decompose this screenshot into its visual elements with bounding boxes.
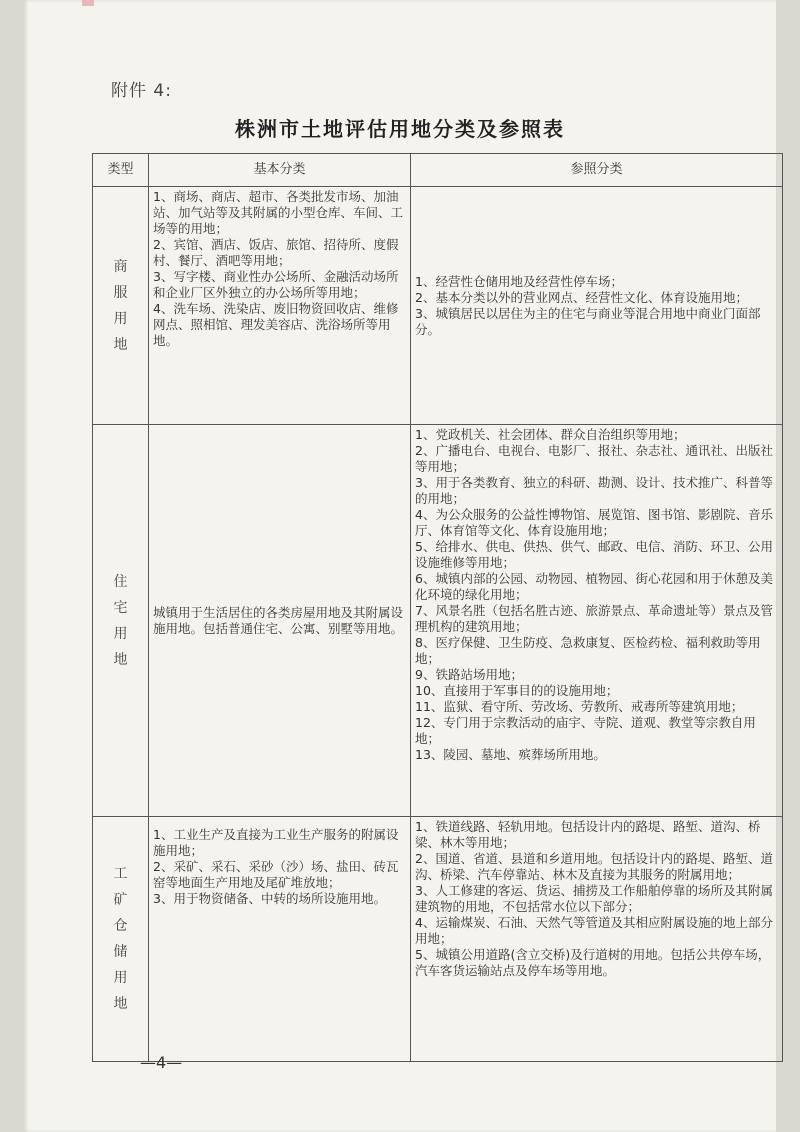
list-item: 8、医疗保健、卫生防疫、急救康复、医检药检、福利救助等用地；	[415, 635, 761, 666]
header-type: 类型	[93, 154, 149, 187]
table-row	[93, 187, 783, 425]
ref-cell	[411, 817, 783, 1062]
table-header-row	[93, 154, 783, 187]
list-item: 3、用于物资储备、中转的场所设施用地。	[153, 891, 386, 906]
type-cell	[93, 187, 149, 425]
table-row	[93, 425, 783, 817]
list-item: 3、用于各类教育、独立的科研、勘测、设计、技术推广、科普等的用地；	[415, 475, 773, 506]
type-cell	[93, 817, 149, 1062]
list-item: 3、城镇居民以居住为主的住宅与商业等混合用地中商业门面部分。	[415, 305, 761, 337]
list-item: 4、运输煤炭、石油、天然气等管道及其相应附属设施的地上部分用地；	[415, 915, 773, 946]
list-item: 2、基本分类以外的营业网点、经营性文化、体育设施用地；	[415, 289, 748, 305]
list-item: 5、给排水、供电、供热、供气、邮政、电信、消防、环卫、公用设施维修等用地；	[415, 539, 773, 570]
list-item: 9、铁路站场用地；	[415, 667, 523, 682]
type-label: 商服用地	[113, 258, 128, 353]
list-item: 3、人工修建的客运、货运、捕捞及工作船舶停靠的场所及其附属建筑物的用地，不包括常水位以下部分；	[415, 883, 773, 914]
header-ref: 参照分类	[411, 154, 783, 187]
list-item: 2、广播电台、电视台、电影厂、报社、杂志社、通讯社、出版社等用地；	[415, 443, 773, 474]
page-title: 株洲市土地评估用地分类及参照表	[235, 117, 565, 141]
list-item: 11、监狱、看守所、劳改场、劳教所、戒毒所等建筑用地；	[415, 699, 744, 714]
ref-cell	[411, 187, 783, 425]
header-basic: 基本分类	[149, 154, 411, 187]
list-item: 1、商场、商店、超市、各类批发市场、加油站、加气站等及其附属的小型仓库、车间、工场等的用地；	[153, 189, 404, 236]
ref-cell	[411, 425, 783, 817]
land-classification-table	[92, 153, 783, 1062]
list-item: 城镇用于生活居住的各类房屋用地及其附属设施用地。包括普通住宅、公寓、别墅等用地。	[153, 604, 404, 636]
attachment-label: 附件 4:	[111, 81, 172, 101]
type-label: 住宅用地	[113, 573, 128, 668]
page-number: —4—	[140, 1053, 183, 1072]
list-item: 4、为公众服务的公益性博物馆、展览馆、图书馆、影剧院、音乐厅、体育馆等文化、体育设施用地；	[415, 507, 773, 538]
list-item: 5、城镇公用道路(含立交桥)及行道树的用地。包括公共停车场，汽车客货运输站点及停车场等用地。	[415, 947, 771, 978]
type-label: 工矿仓储用地	[113, 866, 128, 1012]
list-item: 3、写字楼、商业性办公场所、金融活动场所和企业厂区外独立的办公场所等用地；	[153, 269, 399, 300]
basic-cell	[149, 187, 411, 425]
list-item: 1、党政机关、社会团体、群众自治组织等用地；	[415, 427, 686, 442]
table-row	[93, 817, 783, 1062]
list-item: 13、陵园、墓地、殡葬场所用地。	[415, 747, 606, 762]
list-item: 1、工业生产及直接为工业生产服务的附属设施用地；	[153, 827, 399, 858]
list-item: 6、城镇内部的公园、动物园、植物园、街心花园和用于休憩及美化环境的绿化用地；	[415, 571, 773, 602]
type-cell	[93, 425, 149, 817]
list-item: 12、专门用于宗教活动的庙宇、寺院、道观、教堂等宗教自用地；	[415, 715, 756, 746]
basic-cell	[149, 425, 411, 817]
list-item: 2、宾馆、酒店、饭店、旅馆、招待所、度假村、餐厅、酒吧等用地；	[153, 237, 399, 268]
list-item: 4、洗车场、洗染店、废旧物资回收店、维修网点、照相馆、理发美容店、洗浴场所等用地。	[153, 301, 399, 348]
list-item: 10、直接用于军事目的的设施用地；	[415, 683, 619, 698]
list-item: 1、经营性仓储用地及经营性停车场；	[415, 273, 623, 289]
list-item: 1、铁道线路、轻轨用地。包括设计内的路堤、路堑、道沟、桥梁、林木等用地；	[415, 819, 761, 850]
list-item: 2、国道、省道、县道和乡道用地。包括设计内的路堤、路堑、道沟、桥梁、汽车停靠站、林木及直接为其服务的附属用地；	[415, 851, 773, 882]
basic-cell	[149, 817, 411, 1062]
list-item: 2、采矿、采石、采砂（沙）场、盐田、砖瓦窑等地面生产用地及尾矿堆放地；	[153, 859, 399, 890]
red-stamp-mark	[82, 0, 94, 6]
list-item: 7、风景名胜（包括名胜古迹、旅游景点、革命遗址等）景点及管理机构的建筑用地；	[415, 603, 773, 634]
